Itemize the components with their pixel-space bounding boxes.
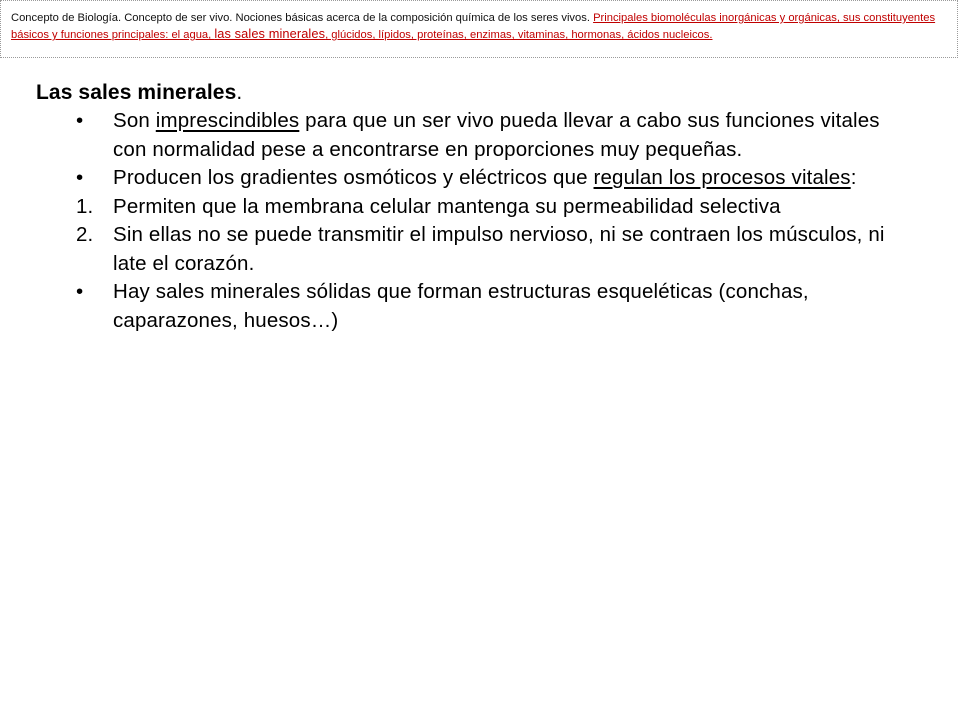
list-item [0, 193, 960, 222]
section-title-text: Las sales minerales [36, 81, 237, 104]
list-item-text [113, 164, 913, 193]
topic-link-sales-minerales[interactable]: las sales minerales [214, 26, 326, 41]
list-item [0, 221, 960, 278]
topic-link-biomolecules[interactable]: Principales biomoléculas inorgánicas y orgánicas, sus constituyentes básicos y funciones principales: el agua, [11, 12, 936, 41]
text-segment: Son [113, 109, 156, 132]
list-item [0, 107, 960, 164]
section-title-punct: . [236, 81, 243, 104]
topic-link-biomolecules-rest[interactable]: , glúcidos, lípidos, proteínas, enzimas, vitaminas, hormonas, ácidos nucleicos. [325, 29, 713, 41]
bullet-marker: • [76, 166, 84, 189]
topic-intro-text: Concepto de Biología. Concepto de ser vivo. Nociones básicas acerca de la composición química de los seres vivos. [11, 12, 594, 24]
bullet-marker: • [76, 280, 84, 303]
number-marker: 1. [76, 194, 94, 218]
number-marker: 2. [76, 223, 94, 246]
section-title [36, 79, 242, 107]
text-segment: Producen los gradientes osmóticos y eléctricos que [113, 166, 594, 189]
bullet-marker: • [76, 109, 84, 132]
content-list [0, 107, 960, 335]
list-item [0, 164, 960, 193]
underlined-term: imprescindibles [155, 109, 300, 132]
list-item-text: Permiten que la membrana celular mantenga su permeabilidad selectiva [113, 194, 781, 218]
list-item-text: Hay sales minerales sólidas que forman estructuras esqueléticas (conchas, caparazones, huesos…) [113, 280, 809, 332]
topic-header-box [0, 0, 958, 58]
text-segment: : [850, 166, 857, 189]
topic-breadcrumb [11, 10, 941, 43]
list-item-text [113, 107, 913, 164]
underlined-term: regulan los procesos vitales [593, 166, 851, 189]
list-item-text: Sin ellas no se puede transmitir el impulso nervioso, ni se contraen los músculos, ni late el corazón. [113, 223, 885, 275]
text-segment: para que un ser vivo pueda llevar a cabo sus funciones vitales con normalidad pese a encontrarse en proporciones muy pequeñas. [113, 109, 880, 161]
list-item [0, 278, 960, 335]
